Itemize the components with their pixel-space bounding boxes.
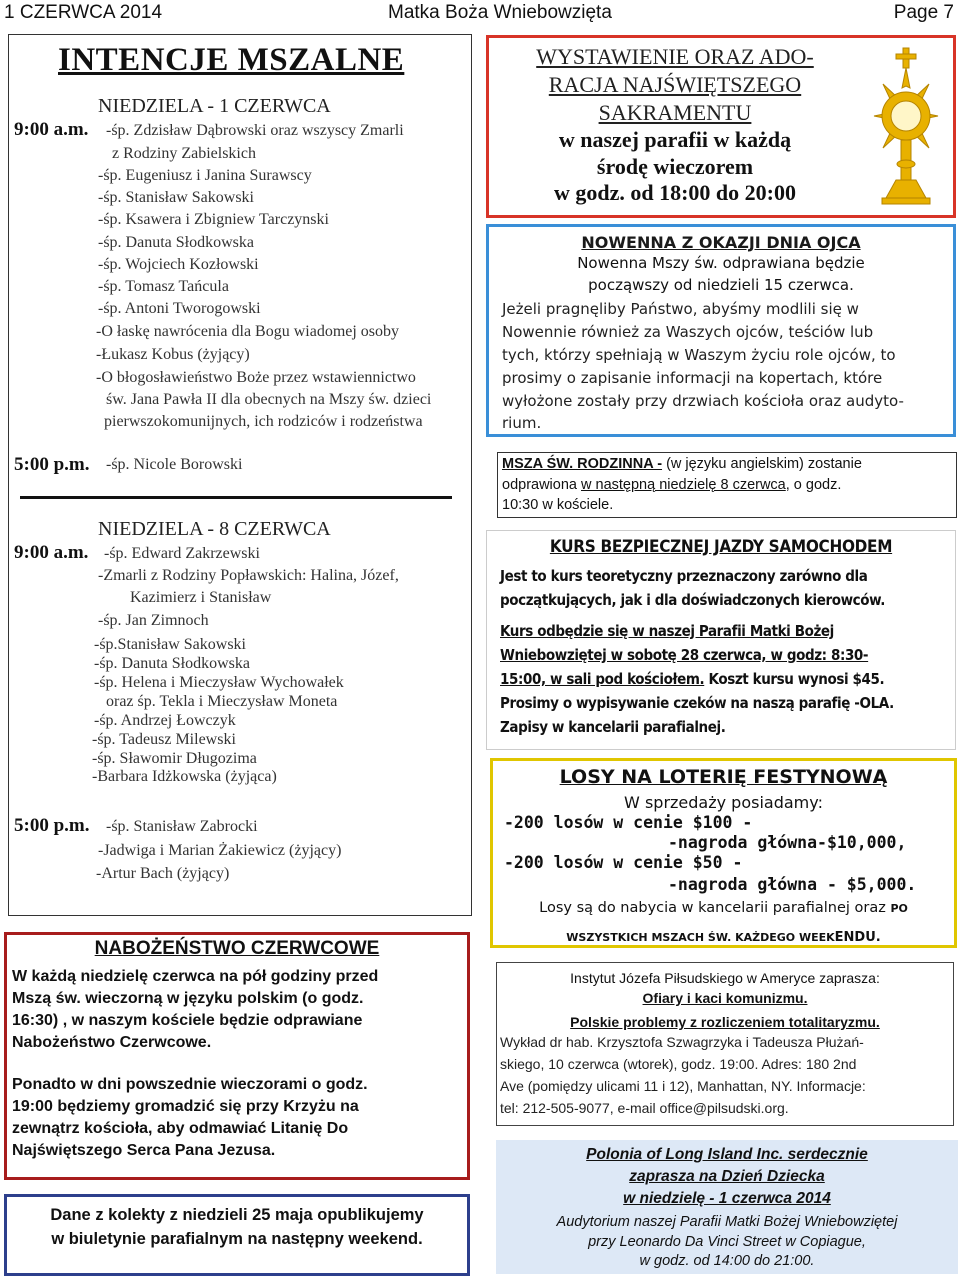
intention-line: -śp. Tomasz Tańcula xyxy=(98,278,229,295)
day2-time-am: 9:00 a.m. xyxy=(14,542,89,563)
novena-subtitle: począwszy od niedzieli 15 czerwca. xyxy=(588,276,854,294)
day2-heading: NIEDZIELA - 8 CZERWCA xyxy=(98,518,331,540)
collection-notice-line: Dane z kolekty z niedzieli 25 maja opublikujemy xyxy=(50,1206,424,1224)
june-devotion-title: NABOŻEŃSTWO CZERWCOWE xyxy=(94,938,380,959)
adoration-title-line: RACJA NAJŚWIĘTSZEGO xyxy=(548,72,802,97)
intention-line: -śp. Nicole Borowski xyxy=(106,456,243,473)
driving-course-line: Kurs odbędzie się w naszej Parafii Matki Bożej xyxy=(500,622,834,640)
adoration-line: w naszej parafii w każdą xyxy=(558,127,792,152)
header-date: 1 CZERWCA 2014 xyxy=(4,2,163,23)
day1-time-pm: 5:00 p.m. xyxy=(14,454,90,475)
driving-course-line: Zapisy w kancelarii parafialnej. xyxy=(500,718,726,736)
driving-course-line: Prosimy o wypisywanie czeków na naszą parafię -OLA. xyxy=(500,694,894,712)
intention-line: -śp. Tadeusz Milewski xyxy=(92,731,236,748)
day1-heading: NIEDZIELA - 1 CZERWCA xyxy=(98,95,331,117)
day1-time-am: 9:00 a.m. xyxy=(14,119,89,140)
driving-course-box xyxy=(486,530,956,750)
june-devotion-line: zewnątrz kościoła, aby odmawiać Litanię Do xyxy=(12,1120,349,1137)
lottery-line: -200 losów w cenie $100 - xyxy=(504,813,753,832)
polonia-title-line: zaprasza na Dzień Dziecka xyxy=(629,1168,825,1185)
institute-line: Wykład dr hab. Krzysztofa Szwagrzyka i Tadeusza Płużań- xyxy=(500,1034,864,1050)
section-divider xyxy=(20,496,452,499)
intention-line: -śp. Danuta Słodkowska xyxy=(98,234,254,251)
family-mass-line xyxy=(502,456,862,472)
intencje-title: INTENCJE MSZALNE xyxy=(58,42,405,78)
polonia-line: w godz. od 14:00 do 21:00. xyxy=(639,1253,815,1269)
institute-line: skiego, 10 czerwca (wtorek), godz. 19:00. Adres: 180 2nd xyxy=(500,1056,857,1072)
driving-course-title: KURS BEZPIECZNEJ JAZDY SAMOCHODEM xyxy=(549,537,893,557)
polonia-line: Audytorium naszej Parafii Matki Bożej Wniebowziętej xyxy=(556,1214,898,1230)
polonia-title-line: Polonia of Long Island Inc. serdecznie xyxy=(586,1146,868,1163)
family-mass-text: 10:30 w kościele. xyxy=(502,497,614,513)
june-devotion-line: 19:00 będziemy gromadzić się przy Krzyżu na xyxy=(12,1098,359,1115)
june-devotion-line: Nabożeństwo Czerwcowe. xyxy=(12,1034,212,1051)
header-parish: Matka Boża Wniebowzięta xyxy=(388,2,612,23)
novena-body-line: prosimy o zapisanie informacji na kopertach, które xyxy=(502,369,883,387)
june-devotion-line: Najświętszego Serca Pana Jezusa. xyxy=(12,1142,276,1159)
intention-line: -śp. Ksawera i Zbigniew Tarczynski xyxy=(98,211,329,228)
polonia-title-line: w niedzielę - 1 czerwca 2014 xyxy=(623,1190,831,1207)
intention-line: -śp. Eugeniusz i Janina Surawscy xyxy=(98,167,312,184)
institute-subtitle: Polskie problemy z rozliczeniem totalitaryzmu. xyxy=(570,1014,880,1030)
intention-line: Kazimierz i Stanisław xyxy=(130,589,272,606)
intention-line: -śp. Helena i Mieczysław Wychowałek xyxy=(94,674,344,691)
intention-line: -Jadwiga i Marian Żakiewicz (żyjący) xyxy=(98,842,342,859)
intention-line: -śp. Jan Zimnoch xyxy=(98,612,209,629)
june-devotion-line: Mszą św. wieczorną w języku polskim (o godz. xyxy=(12,990,364,1007)
family-mass-label: MSZA ŚW. RODZINNA - xyxy=(502,456,663,472)
lottery-line: -nagroda główna-$10,000, xyxy=(668,833,907,852)
novena-body-line: Jeżeli pragnęliby Państwo, abyśmy modlili się w xyxy=(502,300,859,318)
family-mass-line xyxy=(502,477,841,493)
intention-line: pierwszokomunijnych, ich rodziców i rodzeństwa xyxy=(104,413,423,430)
monstrance-icon xyxy=(868,46,944,206)
intention-line: -Łukasz Kobus (żyjący) xyxy=(96,346,250,363)
novena-body-line: tych, którzy spełniają w Waszym życiu role ojców, to xyxy=(502,346,896,364)
novena-body-line: rium. xyxy=(502,414,542,432)
collection-notice-line: w biuletynie parafialnym na następny weekend. xyxy=(51,1230,423,1248)
adoration-line: środę wieczorem xyxy=(596,154,754,179)
lottery-footer-text: PO xyxy=(890,902,908,915)
lottery-line: -nagroda główna - $5,000. xyxy=(668,875,917,894)
lottery-footer-text: Losy są do nabycia w kancelarii parafialnej oraz xyxy=(539,900,886,916)
intention-line: -O łaskę nawrócenia dla Bogu wiadomej osoby xyxy=(96,323,400,340)
driving-course-cost: Koszt kursu wynosi $45. xyxy=(704,670,885,688)
institute-line: Ave (pomiędzy ulicami 11 i 12), Manhattan, NY. Informacje: xyxy=(500,1078,866,1094)
lottery-footer-text: ENDU. xyxy=(834,930,881,945)
novena-subtitle: Nowenna Mszy św. odprawiana będzie xyxy=(577,254,865,272)
lottery-footer xyxy=(490,926,957,945)
polonia-line: przy Leonardo Da Vinci Street w Copiague, xyxy=(588,1234,866,1250)
lottery-title: LOSY NA LOTERIĘ FESTYNOWĄ xyxy=(559,766,888,788)
june-devotion-line: W każdą niedzielę czerwca na pół godziny przed xyxy=(12,968,379,985)
novena-body-line: wyłożone zostały przy drzwiach kościoła oraz audyto- xyxy=(502,392,904,410)
family-mass-text: , o godz. xyxy=(785,477,842,493)
family-mass-date: w następną niedzielę 8 czerwca xyxy=(581,477,786,493)
driving-course-date: 15:00, w sali pod kościołem. xyxy=(500,670,705,688)
intention-line: -śp. Stanisław Zabrocki xyxy=(106,818,258,835)
intention-line: -Barbara Idżkowska (żyjąca) xyxy=(92,768,277,785)
intention-line: -Artur Bach (żyjący) xyxy=(96,865,230,882)
intention-line: -O błogosławieństwo Boże przez wstawiennictwo xyxy=(96,369,416,386)
institute-intro: Instytut Józefa Piłsudskiego w Ameryce zaprasza: xyxy=(570,970,880,986)
june-devotion-line: 16:30) , w naszym kościele będzie odprawiane xyxy=(12,1012,363,1029)
family-mass-text: odprawiona xyxy=(502,477,577,493)
novena-title: NOWENNA Z OKAZJI DNIA OJCA xyxy=(581,233,861,252)
intention-line: -śp. Edward Zakrzewski xyxy=(104,545,260,562)
adoration-title-line: SAKRAMENTU xyxy=(598,100,752,125)
adoration-title-line: WYSTAWIENIE ORAZ ADO- xyxy=(536,44,814,69)
lottery-footer xyxy=(490,900,957,916)
intention-line: oraz śp. Tekla i Mieczysław Moneta xyxy=(106,693,338,710)
lottery-line: -200 losów w cenie $50 - xyxy=(504,853,743,872)
header-page-number: Page 7 xyxy=(893,2,954,23)
intention-line: -śp.Stanisław Sakowski xyxy=(94,636,246,653)
driving-course-line: Jest to kurs teoretyczny przeznaczony zarówno dla xyxy=(500,567,868,585)
adoration-line: w godz. od 18:00 do 20:00 xyxy=(553,180,796,205)
institute-line: tel: 212-505-9077, e-mail office@pilsudski.org. xyxy=(500,1100,789,1116)
intention-line: -śp. Stanisław Sakowski xyxy=(98,189,254,206)
novena-body-line: Nowennie również za Waszych ojców, teściów lub xyxy=(502,323,874,341)
intention-line: -śp. Andrzej Łowczyk xyxy=(94,712,236,729)
driving-course-line: początkujących, jak i dla doświadczonych kierowców. xyxy=(500,591,885,609)
driving-course-line xyxy=(500,670,884,688)
lottery-subtitle: W sprzedaży posiadamy: xyxy=(624,793,823,812)
intention-line: -Zmarli z Rodziny Popławskich: Halina, Józef, xyxy=(98,567,399,584)
intention-line: -śp. Antoni Tworogowski xyxy=(98,300,261,317)
family-mass-text: (w języku angielskim) zostanie xyxy=(666,456,862,472)
day2-time-pm: 5:00 p.m. xyxy=(14,815,90,836)
intention-line: -śp. Wojciech Kozłowski xyxy=(98,256,259,273)
institute-title: Ofiary i kaci komunizmu. xyxy=(642,990,808,1006)
lottery-footer-text: WSZYSTKICH MSZACH ŚW. KAŻDEGO WEEK xyxy=(566,931,835,944)
intention-line: z Rodziny Zabielskich xyxy=(112,145,256,162)
driving-course-line: Wniebowziętej w sobotę 28 czerwca, w godz: 8:30- xyxy=(500,646,869,664)
intention-line: -śp. Danuta Słodkowska xyxy=(94,655,250,672)
intention-line: św. Jana Pawła II dla obecnych na Mszy św. dzieci xyxy=(106,391,432,408)
june-devotion-line: Ponadto w dni powszednie wieczorami o godz. xyxy=(12,1076,368,1093)
intention-line: -śp. Sławomir Długozima xyxy=(92,750,257,767)
intention-line: -śp. Zdzisław Dąbrowski oraz wszyscy Zmarli xyxy=(106,122,404,139)
